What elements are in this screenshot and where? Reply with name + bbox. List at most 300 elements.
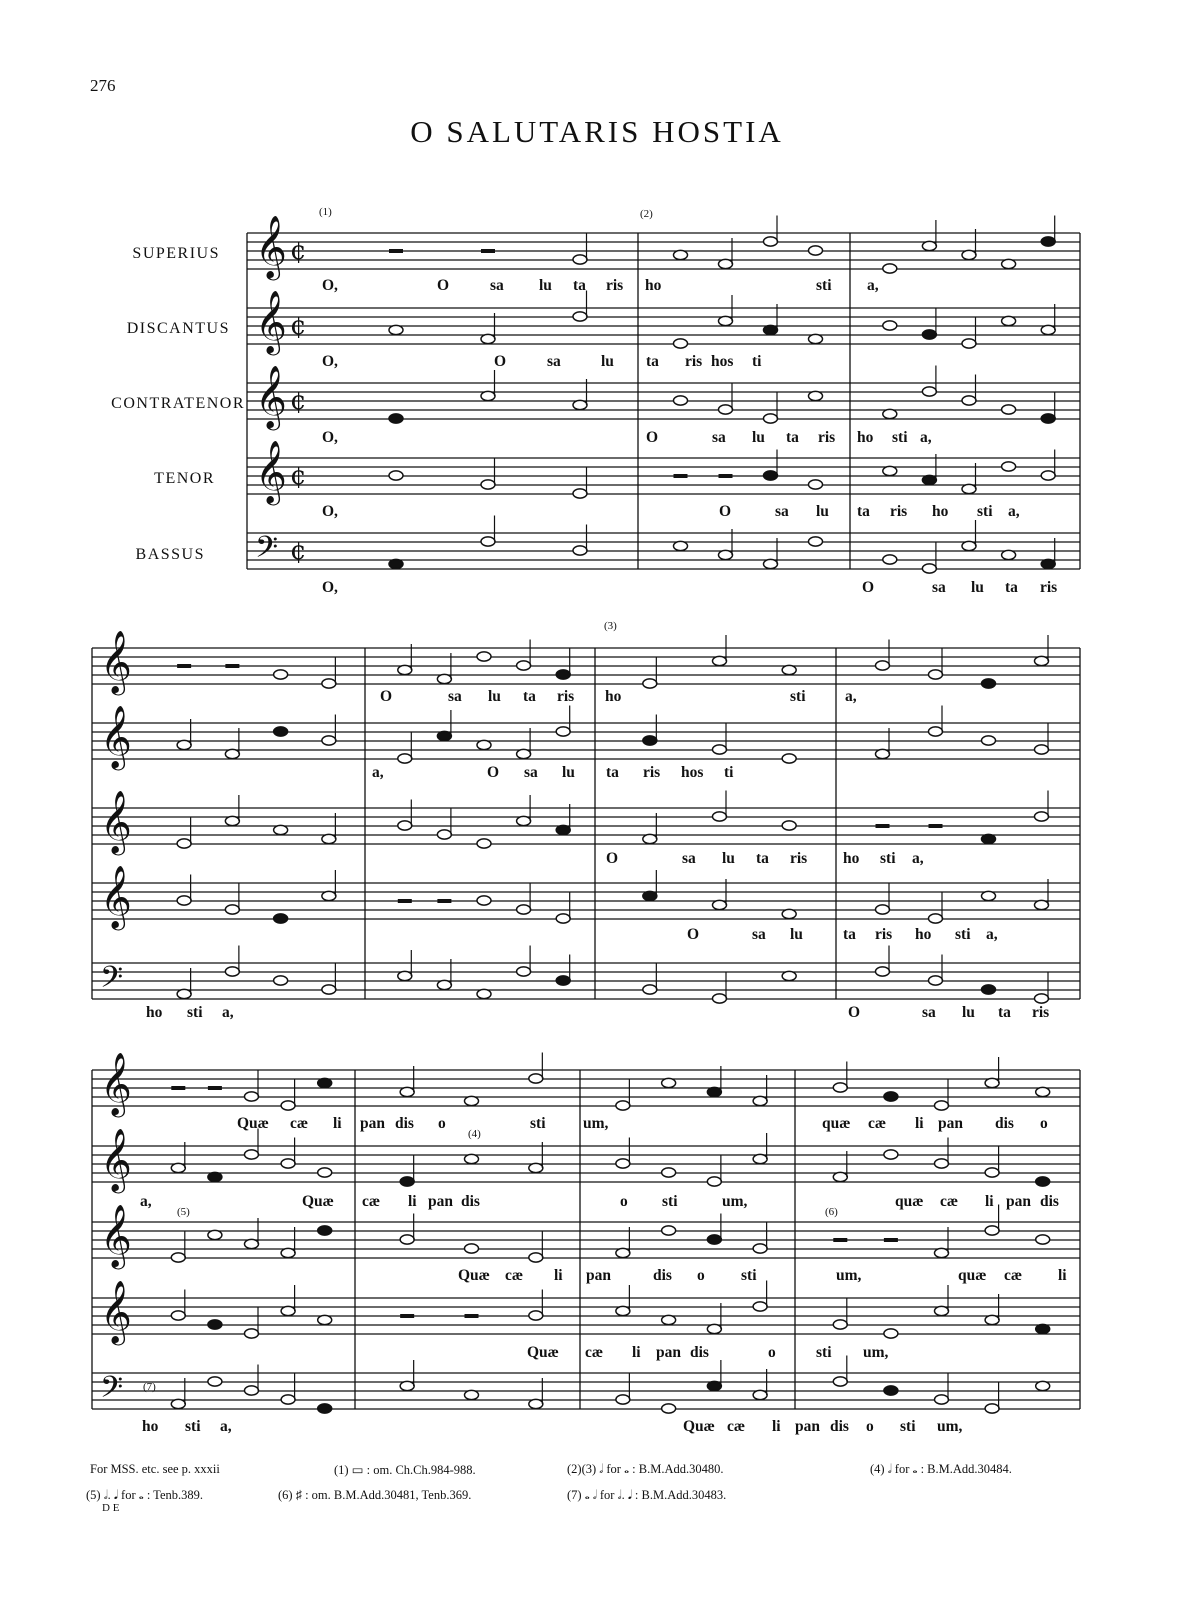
lyric-s3-superius-o: o: [438, 1115, 446, 1132]
lyric-s2-discantus-a: a,: [372, 764, 384, 781]
marker-1: (1): [319, 206, 332, 218]
lyric-s2-contratenor-ho: ho: [843, 850, 860, 867]
note-head: [208, 1230, 222, 1239]
note-head: [318, 1168, 332, 1177]
lyric-s3-discantus-quae: Quæ: [302, 1193, 334, 1210]
treble-clef-icon: 𝄞: [100, 705, 132, 768]
note-head: [517, 816, 531, 825]
lyric-s3-discantus-cae2: cæ: [940, 1193, 959, 1210]
note-head: [1002, 405, 1016, 414]
note-head: [809, 537, 823, 546]
lyric-s1-contratenor-ta: ta: [786, 429, 799, 446]
lyric-s2-superius-sti: sti: [790, 688, 806, 705]
time-signature: ¢: [290, 311, 307, 341]
lyric-s1-tenor-sti: sti: [977, 503, 993, 520]
lyric-s3-contratenor-sti: sti: [741, 1267, 757, 1284]
note-head: [318, 1404, 332, 1413]
note-head: [517, 967, 531, 976]
note-head: [753, 1302, 767, 1311]
note-head: [674, 250, 688, 259]
note-head: [922, 330, 936, 339]
note-head: [833, 1320, 847, 1329]
note-head: [573, 489, 587, 498]
lyric-s3-discantus-li: li: [408, 1193, 417, 1210]
lyric-s3-superius-cae2: cæ: [868, 1115, 887, 1132]
lyric-s3-superius-cae: cæ: [290, 1115, 309, 1132]
lyric-s3-discantus-dis2: dis: [1040, 1193, 1059, 1210]
lyric-s1-superius-O: O: [437, 277, 450, 294]
lyric-s2-contratenor-ta: ta: [756, 850, 769, 867]
rest-mark: [481, 249, 495, 253]
note-head: [707, 1381, 721, 1390]
lyric-s3-bassus-li: li: [772, 1418, 781, 1435]
note-head: [274, 976, 288, 985]
footnote-de: D E: [102, 1502, 120, 1514]
note-head: [389, 325, 403, 334]
lyric-s3-tenor-sti: sti: [816, 1344, 832, 1361]
note-head: [225, 816, 239, 825]
lyric-s1-superius-sa: sa: [490, 277, 504, 294]
note-head: [529, 1311, 543, 1320]
lyric-s2-discantus-sa: sa: [524, 764, 538, 781]
lyric-s1-tenor-sa: sa: [775, 503, 789, 520]
note-head: [225, 967, 239, 976]
lyric-s3-superius-sti: sti: [530, 1115, 546, 1132]
lyric-s2-discantus-ti: ti: [724, 764, 734, 781]
lyric-s3-contratenor-li: li: [554, 1267, 563, 1284]
note-head: [477, 652, 491, 661]
note-head: [1041, 559, 1055, 568]
note-head: [662, 1078, 676, 1087]
lyric-s1-tenor-o: O,: [322, 503, 338, 520]
time-signature: ¢: [290, 236, 307, 266]
voice-label-tenor: TENOR: [154, 470, 215, 487]
note-head: [935, 1306, 949, 1315]
note-head: [643, 985, 657, 994]
lyric-s1-superius-sti: sti: [816, 277, 832, 294]
note-head: [876, 661, 890, 670]
note-head: [225, 749, 239, 758]
time-signature: ¢: [290, 461, 307, 491]
marker-4: (4): [468, 1128, 481, 1140]
lyric-s3-contratenor-cae2: cæ: [1004, 1267, 1023, 1284]
lyric-s3-superius-o2: o: [1040, 1115, 1048, 1132]
lyric-s1-tenor-O: O: [719, 503, 732, 520]
lyric-s2-contratenor-O: O: [606, 850, 619, 867]
rest-mark: [225, 664, 239, 668]
note-head: [177, 740, 191, 749]
note-head: [884, 1150, 898, 1159]
note-head: [318, 1226, 332, 1235]
note-head: [935, 1395, 949, 1404]
lyric-s3-superius-li2: li: [915, 1115, 924, 1132]
note-head: [929, 976, 943, 985]
rest-mark: [929, 824, 943, 828]
note-head: [322, 679, 336, 688]
lyric-s3-discantus-sti: sti: [662, 1193, 678, 1210]
lyric-s1-contratenor-O: O: [646, 429, 659, 446]
treble-clef-icon: 𝄞: [100, 865, 132, 928]
note-head: [1041, 325, 1055, 334]
rest-mark: [208, 1086, 222, 1090]
marker-7: (7): [143, 1381, 156, 1393]
note-head: [529, 1074, 543, 1083]
lyric-s2-contratenor-ris: ris: [790, 850, 808, 867]
page-title: O SALUTARIS HOSTIA: [410, 114, 784, 149]
marker-6: (6): [825, 1206, 838, 1218]
note-head: [707, 1087, 721, 1096]
lyric-s2-contratenor-sa: sa: [682, 850, 696, 867]
note-head: [465, 1244, 479, 1253]
note-head: [225, 905, 239, 914]
rest-mark: [719, 474, 733, 478]
note-head: [529, 1399, 543, 1408]
lyric-s2-superius-lu: lu: [488, 688, 501, 705]
lyric-s1-superius-a: a,: [867, 277, 879, 294]
note-head: [809, 480, 823, 489]
lyric-s1-contratenor-sti: sti: [892, 429, 908, 446]
lyric-s2-tenor-a: a,: [986, 926, 998, 943]
note-head: [643, 834, 657, 843]
note-head: [782, 665, 796, 674]
note-head: [1002, 550, 1016, 559]
note-head: [985, 1168, 999, 1177]
note-head: [809, 246, 823, 255]
note-head: [1002, 316, 1016, 325]
note-head: [556, 976, 570, 985]
lyric-s3-tenor-pan: pan: [656, 1344, 681, 1361]
note-head: [922, 475, 936, 484]
note-head: [643, 891, 657, 900]
lyric-s1-discantus-ti: ti: [752, 353, 762, 370]
note-head: [876, 905, 890, 914]
note-head: [982, 736, 996, 745]
lyric-s3-discantus-pan: pan: [428, 1193, 453, 1210]
note-head: [922, 564, 936, 573]
note-head: [556, 727, 570, 736]
note-head: [883, 466, 897, 475]
footnote-5: (5) 𝅗𝅥. 𝅘𝅥 for 𝅝 : Tenb.389.: [86, 1488, 203, 1502]
rest-mark: [400, 1314, 414, 1318]
lyric-s1-tenor-ta: ta: [857, 503, 870, 520]
lyric-s2-superius-ta: ta: [523, 688, 536, 705]
footnote-1: (1) ▭ : om. Ch.Ch.984-988.: [334, 1463, 476, 1477]
note-head: [274, 727, 288, 736]
note-head: [962, 541, 976, 550]
treble-clef-icon: 𝄞: [100, 630, 132, 693]
note-head: [245, 1386, 259, 1395]
note-head: [719, 550, 733, 559]
note-head: [713, 656, 727, 665]
note-head: [281, 1159, 295, 1168]
lyric-s3-discantus-a: a,: [140, 1193, 152, 1210]
note-head: [481, 480, 495, 489]
note-head: [809, 391, 823, 400]
note-head: [782, 754, 796, 763]
lyric-s3-discantus-o: o: [620, 1193, 628, 1210]
note-head: [833, 1172, 847, 1181]
lyric-s3-tenor-o: o: [768, 1344, 776, 1361]
note-head: [982, 891, 996, 900]
note-head: [274, 825, 288, 834]
note-head: [171, 1399, 185, 1408]
lyric-s2-bassus-O: O: [848, 1004, 861, 1021]
note-head: [616, 1101, 630, 1110]
lyric-s2-bassus-ris: ris: [1032, 1004, 1050, 1021]
lyric-s3-bassus-sti: sti: [185, 1418, 201, 1435]
lyric-s2-discantus-lu: lu: [562, 764, 575, 781]
note-head: [177, 839, 191, 848]
note-head: [935, 1248, 949, 1257]
note-head: [713, 745, 727, 754]
note-head: [833, 1377, 847, 1386]
lyric-s2-discantus-O: O: [487, 764, 500, 781]
rest-mark: [674, 474, 688, 478]
note-head: [929, 727, 943, 736]
lyric-s3-discantus-um: um,: [722, 1193, 748, 1210]
lyric-s3-tenor-li: li: [632, 1344, 641, 1361]
lyric-s1-bassus-lu: lu: [971, 579, 984, 596]
note-head: [400, 1381, 414, 1390]
lyric-s3-tenor-quae: Quæ: [527, 1344, 559, 1361]
note-head: [713, 812, 727, 821]
lyric-s3-discantus-cae: cæ: [362, 1193, 381, 1210]
note-head: [782, 971, 796, 980]
lyric-s1-contratenor-lu: lu: [752, 429, 765, 446]
note-head: [616, 1395, 630, 1404]
note-head: [929, 914, 943, 923]
note-head: [713, 900, 727, 909]
lyric-s3-contratenor-li2: li: [1058, 1267, 1067, 1284]
note-head: [177, 896, 191, 905]
lyric-s1-tenor-ho: ho: [932, 503, 949, 520]
note-head: [556, 914, 570, 923]
rest-mark: [171, 1086, 185, 1090]
note-head: [643, 679, 657, 688]
note-head: [707, 1235, 721, 1244]
note-head: [707, 1177, 721, 1186]
lyric-s3-superius-quae2: quæ: [822, 1115, 851, 1132]
lyric-s1-contratenor-sa: sa: [712, 429, 726, 446]
note-head: [982, 985, 996, 994]
treble-clef-icon: 𝄞: [100, 1204, 132, 1267]
note-head: [764, 414, 778, 423]
lyric-s3-discantus-quae2: quæ: [895, 1193, 924, 1210]
lyric-s3-tenor-dis: dis: [690, 1344, 709, 1361]
lyric-s1-bassus-ta: ta: [1005, 579, 1018, 596]
note-head: [517, 661, 531, 670]
lyric-s2-superius-sa: sa: [448, 688, 462, 705]
note-head: [481, 537, 495, 546]
lyric-s3-bassus-o: o: [866, 1418, 874, 1435]
note-head: [1036, 1177, 1050, 1186]
lyric-s3-superius-dis: dis: [395, 1115, 414, 1132]
marker-3: (3): [604, 620, 617, 632]
note-head: [573, 546, 587, 555]
lyric-s3-superius-um: um,: [583, 1115, 609, 1132]
note-head: [985, 1226, 999, 1235]
note-head: [389, 471, 403, 480]
lyric-s3-discantus-dis: dis: [461, 1193, 480, 1210]
note-head: [674, 339, 688, 348]
lyric-s3-bassus-pan: pan: [795, 1418, 820, 1435]
note-head: [398, 754, 412, 763]
lyric-s2-bassus-ho: ho: [146, 1004, 163, 1021]
lyric-s3-tenor-um: um,: [863, 1344, 889, 1361]
bass-clef-icon: 𝄢: [100, 961, 124, 1002]
lyric-s2-contratenor-a: a,: [912, 850, 924, 867]
lyric-s3-contratenor-um: um,: [836, 1267, 862, 1284]
lyric-s2-tenor-ta: ta: [843, 926, 856, 943]
note-head: [322, 891, 336, 900]
note-head: [477, 989, 491, 998]
note-head: [477, 839, 491, 848]
note-head: [281, 1101, 295, 1110]
lyric-s1-bassus-sa: sa: [932, 579, 946, 596]
lyric-s1-bassus-O: O: [862, 579, 875, 596]
note-head: [662, 1315, 676, 1324]
note-head: [662, 1404, 676, 1413]
lyric-s2-tenor-lu: lu: [790, 926, 803, 943]
time-signature: ¢: [290, 386, 307, 416]
note-head: [985, 1315, 999, 1324]
bass-clef-icon: 𝄢: [255, 531, 279, 572]
note-head: [616, 1248, 630, 1257]
note-head: [529, 1253, 543, 1262]
note-head: [1036, 1087, 1050, 1096]
note-head: [245, 1329, 259, 1338]
treble-clef-icon: 𝄞: [255, 440, 287, 503]
lyric-s1-contratenor-a: a,: [920, 429, 932, 446]
note-head: [322, 834, 336, 843]
voice-label-contratenor: CONTRATENOR: [111, 395, 245, 412]
lyric-s1-superius-lu: lu: [539, 277, 552, 294]
note-head: [481, 334, 495, 343]
note-head: [529, 1163, 543, 1172]
note-head: [517, 749, 531, 758]
note-head: [389, 414, 403, 423]
lyric-s1-contratenor-ris: ris: [818, 429, 836, 446]
treble-clef-icon: 𝄞: [100, 1280, 132, 1343]
treble-clef-icon: 𝄞: [255, 365, 287, 428]
note-head: [171, 1311, 185, 1320]
lyric-s2-tenor-O: O: [687, 926, 700, 943]
lyric-s2-discantus-hos: hos: [681, 764, 704, 781]
note-head: [707, 1324, 721, 1333]
note-head: [883, 321, 897, 330]
note-head: [719, 316, 733, 325]
note-head: [400, 1177, 414, 1186]
note-head: [962, 484, 976, 493]
lyric-s3-bassus-cae: cæ: [727, 1418, 746, 1435]
footnote-mss: For MSS. etc. see p. xxxii: [90, 1462, 220, 1476]
note-head: [465, 1154, 479, 1163]
note-head: [281, 1306, 295, 1315]
lyric-s1-discantus-O: O: [494, 353, 507, 370]
note-head: [318, 1078, 332, 1087]
lyric-s3-superius-quae: Quæ: [237, 1115, 269, 1132]
note-head: [245, 1150, 259, 1159]
note-head: [884, 1092, 898, 1101]
lyric-s2-tenor-sa: sa: [752, 926, 766, 943]
lyric-s1-tenor-a: a,: [1008, 503, 1020, 520]
note-head: [929, 670, 943, 679]
note-head: [809, 334, 823, 343]
note-head: [389, 559, 403, 568]
note-head: [437, 731, 451, 740]
note-head: [833, 1083, 847, 1092]
note-head: [935, 1159, 949, 1168]
voice-label-discantus: DISCANTUS: [126, 320, 230, 337]
note-head: [1035, 745, 1049, 754]
note-head: [876, 749, 890, 758]
note-head: [935, 1101, 949, 1110]
note-head: [171, 1253, 185, 1262]
lyric-s2-tenor-ris: ris: [875, 926, 893, 943]
lyric-s3-superius-li: li: [333, 1115, 342, 1132]
lyric-s1-superius-ta: ta: [573, 277, 586, 294]
note-head: [573, 400, 587, 409]
note-head: [477, 740, 491, 749]
note-head: [1041, 471, 1055, 480]
note-head: [922, 241, 936, 250]
rest-mark: [465, 1314, 479, 1318]
note-head: [477, 896, 491, 905]
marker-5: (5): [177, 1206, 190, 1218]
footnote-4: (4) 𝅗𝅥 for 𝅝 : B.M.Add.30484.: [870, 1462, 1012, 1476]
lyric-s2-bassus-sa: sa: [922, 1004, 936, 1021]
note-head: [1035, 812, 1049, 821]
time-signature: ¢: [290, 536, 307, 566]
note-head: [753, 1154, 767, 1163]
lyric-s3-bassus-um: um,: [937, 1418, 963, 1435]
note-head: [883, 555, 897, 564]
note-head: [1035, 900, 1049, 909]
rest-mark: [876, 824, 890, 828]
note-head: [245, 1239, 259, 1248]
lyric-s2-bassus-sti: sti: [187, 1004, 203, 1021]
note-head: [713, 994, 727, 1003]
lyric-s2-superius-O: O: [380, 688, 393, 705]
note-head: [573, 255, 587, 264]
voice-label-bassus: BASSUS: [135, 546, 205, 563]
lyric-s2-discantus-ta: ta: [606, 764, 619, 781]
note-head: [876, 967, 890, 976]
lyric-s1-superius-ho: ho: [645, 277, 662, 294]
lyric-s1-discantus-lu: lu: [601, 353, 614, 370]
lyric-s3-contratenor-quae: Quæ: [458, 1267, 490, 1284]
note-head: [662, 1168, 676, 1177]
page-number: 276: [90, 76, 116, 95]
lyric-s3-bassus-sti: sti: [900, 1418, 916, 1435]
treble-clef-icon: 𝄞: [255, 290, 287, 353]
note-head: [1035, 656, 1049, 665]
lyric-s2-bassus-ta: ta: [998, 1004, 1011, 1021]
rest-mark: [884, 1238, 898, 1242]
rest-mark: [177, 664, 191, 668]
lyric-s3-bassus-a: a,: [220, 1418, 232, 1435]
note-head: [437, 674, 451, 683]
lyric-s1-contratenor-ho: ho: [857, 429, 874, 446]
note-head: [753, 1244, 767, 1253]
note-head: [556, 670, 570, 679]
note-head: [764, 325, 778, 334]
rest-mark: [389, 249, 403, 253]
lyric-s2-contratenor-sti: sti: [880, 850, 896, 867]
note-head: [465, 1390, 479, 1399]
lyric-s2-superius-a: a,: [845, 688, 857, 705]
note-head: [398, 971, 412, 980]
